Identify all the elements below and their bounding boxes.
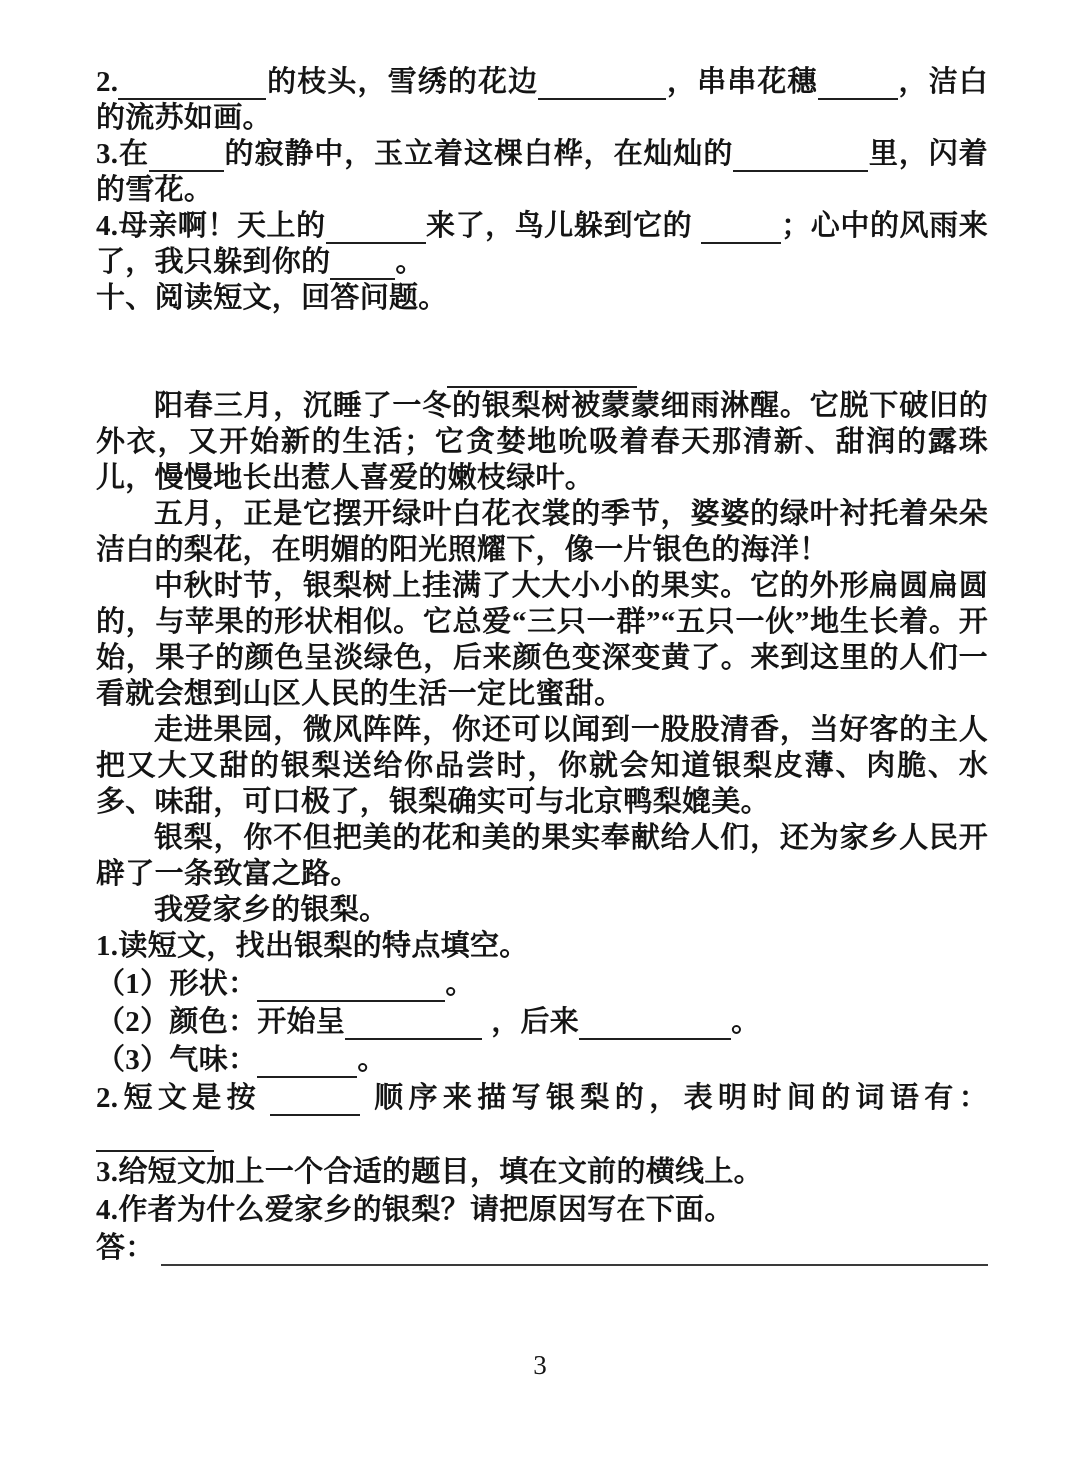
item-1-label: （1）形状： xyxy=(96,968,258,1000)
blank-line xyxy=(579,1010,731,1040)
question-2-text: ，串串花穗 xyxy=(666,66,818,98)
comprehension-question-1: 1.读短文，找出银梨的特点填空。 xyxy=(96,930,529,962)
blank-line xyxy=(345,1010,482,1040)
question-2-number: 2. xyxy=(96,66,119,98)
question-2-text: ，洁白的流苏如画。 xyxy=(96,66,988,134)
comprehension-item-3 xyxy=(96,1042,988,1078)
comprehension-question-2 xyxy=(96,1080,988,1152)
blank-line xyxy=(326,214,426,244)
blank-line xyxy=(257,1048,357,1078)
passage-paragraph: 阳春三月，沉睡了一冬的银梨树被蒙蒙细雨淋醒。它脱下破旧的外衣，又开始新的生活；它贪婪地吮吸着春天那清新、甜润的露珠儿，慢慢地长出惹人喜爱的嫩枝绿叶。 xyxy=(96,390,988,494)
question-4-text: 来了，鸟儿躲到它的 xyxy=(425,210,693,242)
item-2-period: 。 xyxy=(731,1006,761,1038)
blank-line xyxy=(118,70,266,100)
blank-line xyxy=(538,70,666,100)
question-2-text: 的枝头，雪绣的花边 xyxy=(266,66,539,98)
comprehension-question-4: 4.作者为什么爱家乡的银梨？请把原因写在下面。 xyxy=(96,1194,734,1226)
item-1-period: 。 xyxy=(445,968,475,1000)
answer-blank-line xyxy=(161,1236,988,1266)
blank-line xyxy=(270,1086,360,1116)
blank-line xyxy=(818,70,898,100)
passage-paragraph: 我爱家乡的银梨。 xyxy=(154,894,389,926)
item-3-label: （3）气味： xyxy=(96,1044,258,1076)
passage-paragraph: 银梨，你不但把美的花和美的果实奉献给人们，还为家乡人民开辟了一条致富之路。 xyxy=(96,822,988,890)
blank-line xyxy=(330,250,395,280)
comprehension-item-1 xyxy=(96,966,988,1002)
question-4-text: 4.母亲啊！天上的 xyxy=(96,210,326,242)
answer-label: 答： xyxy=(96,1232,155,1264)
title-blank-line xyxy=(447,358,637,388)
item-2-label: （2）颜色：开始呈 xyxy=(96,1006,346,1038)
fill-question-2 xyxy=(96,64,988,136)
question-text: 2.短文是按 xyxy=(96,1082,261,1114)
question-3-text: 的寂静中，玉立着这棵白桦，在灿灿的 xyxy=(223,138,734,170)
blank-row xyxy=(96,316,988,352)
question-3-text: 3.在 xyxy=(96,138,149,170)
passage-paragraph: 中秋时节，银梨树上挂满了大大小小的果实。它的外形扁圆扁圆的，与苹果的形状相似。它总爱“三只一群”“五只一伙”地生长着。开始，果子的颜色呈淡绿色，后来颜色变深变黄了。来到这里的人们一看就会想到山区人民的生活一定比蜜甜。 xyxy=(96,570,988,710)
section-heading: 十、阅读短文，回答问题。 xyxy=(96,282,448,314)
question-4-text: 。 xyxy=(395,246,425,278)
passage-title-blank-row xyxy=(96,352,988,388)
blank-line xyxy=(149,142,224,172)
comprehension-item-2 xyxy=(96,1004,988,1040)
item-2-text: ，后来 xyxy=(491,1006,580,1038)
fill-question-3 xyxy=(96,136,988,208)
comprehension-question-3: 3.给短文加上一个合适的题目，填在文前的横线上。 xyxy=(96,1156,763,1188)
page-number: 3 xyxy=(533,1350,547,1380)
answer-row xyxy=(96,1230,988,1266)
blank-line xyxy=(733,142,868,172)
fill-question-4 xyxy=(96,208,988,280)
question-3-text: 里，闪着的雪花。 xyxy=(96,138,988,206)
blank-line xyxy=(257,972,445,1002)
passage-paragraph: 走进果园，微风阵阵，你还可以闻到一股股清香，当好客的主人把又大又甜的银梨送给你品尝时，你就会知道银梨皮薄、肉脆、水多、味甜，可口极了，银梨确实可与北京鸭梨媲美。 xyxy=(96,714,988,818)
item-3-period: 。 xyxy=(357,1044,387,1076)
question-4-text: ；心中的风雨来了，我只躲到你的 xyxy=(96,210,989,278)
blank-line xyxy=(701,214,781,244)
blank-line xyxy=(96,1122,214,1152)
passage-paragraph: 五月，正是它摆开绿叶白花衣裳的季节，婆婆的绿叶衬托着朵朵洁白的梨花，在明媚的阳光照耀下，像一片银色的海洋！ xyxy=(96,498,988,566)
question-text: 顺序来描写银梨的，表明时间的词语有： xyxy=(369,1082,988,1114)
